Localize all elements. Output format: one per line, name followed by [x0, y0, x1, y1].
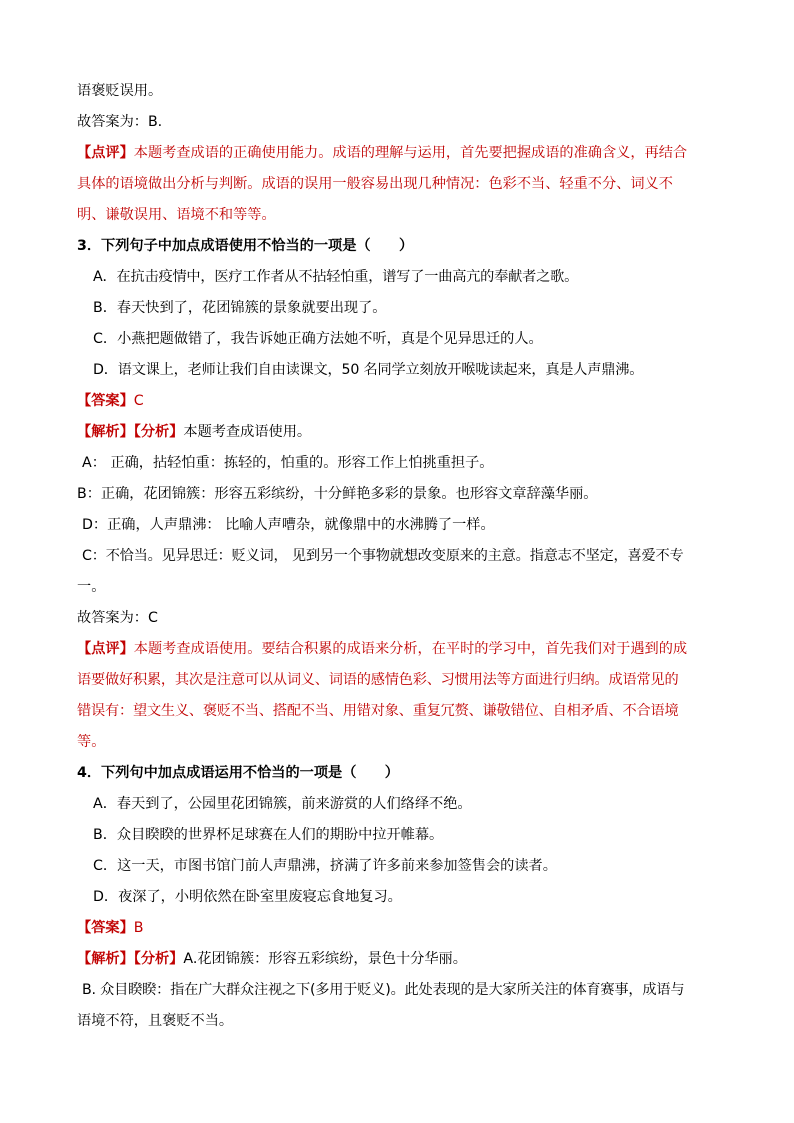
review-tag: 【点评】: [77, 145, 134, 161]
answer-line: [77, 386, 734, 417]
analysis-tag: 【解析】【分析】: [77, 951, 184, 967]
review-text: 本题考查成语使用。要结合积累的成语来分析，在平时的学习中，首先我们对于遇到的成: [133, 641, 688, 657]
analysis-text: 本题考查成语使用。: [183, 424, 312, 440]
option-d: D．夜深了，小明依然在卧室里废寝忘食地复习。: [93, 889, 402, 905]
answer-value: C: [133, 393, 144, 409]
analysis-line: C：不恰当。见异思迁：贬义词， 见到另一个事物就想改变原来的主意。指意志不坚定，喜爱不专: [82, 548, 684, 564]
review-line: [77, 138, 734, 169]
answer-value: B: [133, 920, 144, 936]
text-line: 语褒贬误用。: [77, 83, 163, 99]
analysis-tag: 【解析】【分析】: [77, 424, 184, 440]
review-line: [77, 634, 734, 665]
analysis-line: 语境不符，且褒贬不当。: [77, 1013, 234, 1029]
review-tag: 【点评】: [77, 641, 134, 657]
review-text: 本题考查成语的正确使用能力。成语的理解与运用，首先要把握成语的准确含义，再结合: [133, 145, 688, 161]
question-4-title: 4．下列句中加点成语运用不恰当的一项是（ ）: [77, 765, 399, 781]
analysis-line: 一。: [77, 579, 106, 595]
analysis-line: B：正确，花团锦簇：形容五彩缤纷，十分鲜艳多彩的景象。也形容文章辞藻华丽。: [77, 486, 598, 502]
option-b: B．春天快到了，花团锦簇的景象就要出现了。: [93, 300, 387, 316]
option-b: B．众目睽睽的世界杯足球赛在人们的期盼中拉开帷幕。: [93, 827, 444, 843]
answer-line: 故答案为：B.: [77, 114, 163, 130]
analysis-line: A： 正确，拈轻怕重：拣轻的，怕重的。形容工作上怕挑重担子。: [82, 455, 494, 471]
analysis-line: [77, 944, 734, 975]
review-line: 等。: [77, 734, 106, 750]
review-line: 明、谦敬误用、语境不和等等。: [77, 207, 276, 223]
analysis-line: B. 众目睽睽：指在广大群众注视之下(多用于贬义)。此处表现的是大家所关注的体育赛事，成语与: [82, 982, 685, 998]
option-c: C．这一天，市图书馆门前人声鼎沸，挤满了许多前来参加签售会的读者。: [93, 858, 557, 874]
option-c: C．小燕把题做错了，我告诉她正确方法她不听，真是个见异思迁的人。: [93, 331, 543, 347]
answer-line: 故答案为：C: [77, 610, 158, 626]
question-3-title: 3．下列句子中加点成语使用不恰当的一项是（ ）: [77, 238, 414, 254]
answer-line: [77, 913, 734, 944]
analysis-text: A.花团锦簇：形容五彩缤纷，景色十分华丽。: [183, 951, 467, 967]
option-a: A．春天到了，公园里花团锦簇，前来游赏的人们络绎不绝。: [93, 796, 472, 812]
answer-tag: 【答案】: [77, 393, 134, 409]
analysis-line: [77, 417, 734, 448]
review-line: 语要做好积累，其次是注意可以从词义、词语的感情色彩、习惯用法等方面进行归纳。成语常见的: [77, 672, 679, 688]
review-line: 错误有：望文生义、褒贬不当、搭配不当、用错对象、重复冗赘、谦敬错位、自相矛盾、不合语境: [77, 703, 679, 719]
option-a: A．在抗击疫情中，医疗工作者从不拈轻怕重，谱写了一曲高亢的奉献者之歌。: [93, 269, 579, 285]
review-line: 具体的语境做出分析与判断。成语的误用一般容易出现几种情况：色彩不当、轻重不分、词义不: [77, 176, 673, 192]
analysis-line: D：正确，人声鼎沸： 比喻人声嘈杂，就像鼎中的水沸腾了一样。: [82, 517, 495, 533]
answer-tag: 【答案】: [77, 920, 134, 936]
option-d: D．语文课上，老师让我们自由读课文，50 名同学立刻放开喉咙读起来，真是人声鼎沸。: [93, 362, 644, 378]
